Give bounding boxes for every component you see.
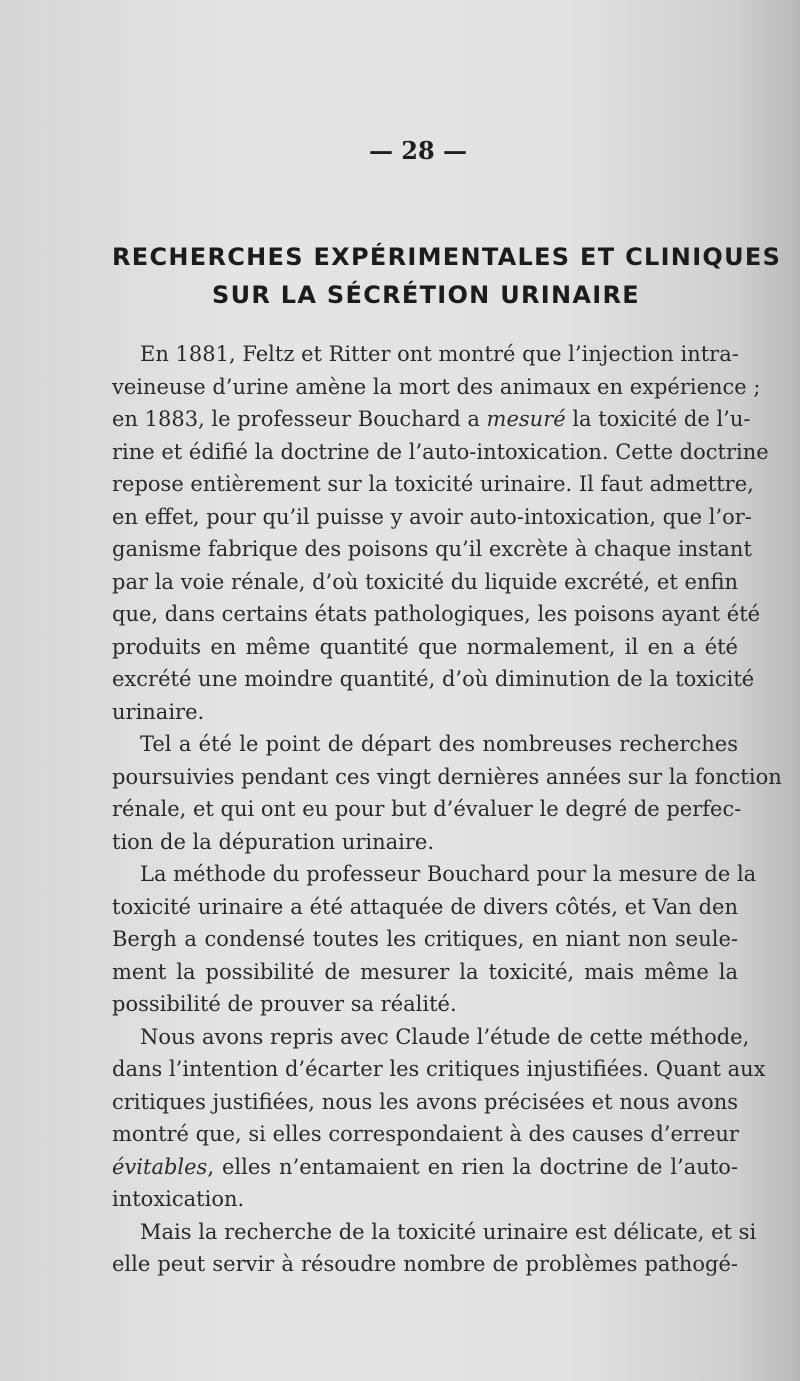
text-segment: en 1883, le professeur Bouchard a	[112, 407, 487, 431]
text-line: possibilité de prouver sa réalité.	[112, 992, 457, 1016]
text-line: dans l’intention d’écarter les critiques injustifiées. Quant aux	[112, 1057, 766, 1081]
text-line: elle peut servir à résoudre nombre de problèmes pathogé-	[112, 1252, 738, 1276]
text-line: Tel a été le point de départ des nombreuses recherches	[140, 732, 738, 756]
text-line: veineuse d’urine amène la mort des animaux en expérience ;	[112, 374, 761, 399]
text-line: repose entièrement sur la toxicité urinaire. Il faut admettre,	[112, 472, 754, 496]
text-line: ment la possibilité de mesurer la toxicité, mais même la	[112, 959, 738, 984]
paragraph-2	[112, 728, 782, 858]
text-line: Nous avons repris avec Claude l’étude de cette méthode,	[140, 1024, 750, 1049]
text-line: produits en même quantité que normalement, il en a été	[112, 634, 738, 659]
text-line: En 1881, Feltz et Ritter ont montré que l’injection intra-	[140, 342, 739, 366]
page-number: — 28 —	[368, 136, 468, 165]
emphasis-mesure: mesuré	[486, 407, 566, 431]
text-line: Mais la recherche de la toxicité urinaire est délicate, et si	[140, 1219, 757, 1244]
body-text	[112, 338, 782, 1281]
text-line: La méthode du professeur Bouchard pour la mesure de la	[140, 862, 757, 886]
text-line: rénale, et qui ont eu pour but d’évaluer le degré de perfec-	[112, 797, 742, 821]
text-segment: la toxicité de l’u-	[565, 407, 751, 431]
text-line: poursuivies pendant ces vingt dernières années sur la fonction	[112, 764, 782, 789]
emphasis-evitables: évitables	[112, 1154, 208, 1179]
text-line: urinaire.	[112, 699, 205, 724]
text-line: critiques justifiées, nous les avons précisées et nous avons	[112, 1089, 738, 1114]
text-line: en effet, pour qu’il puisse y avoir auto-intoxication, que l’or-	[112, 504, 752, 529]
chapter-title	[112, 238, 782, 314]
text-line: intoxication.	[112, 1187, 245, 1211]
text-line: ganisme fabrique des poisons qu’il excrète à chaque instant	[112, 537, 752, 561]
chapter-title-line-1: RECHERCHES EXPÉRIMENTALES ET CLINIQUES	[112, 243, 782, 271]
text-line-mixed	[112, 1151, 738, 1184]
paragraph-4	[112, 1021, 766, 1216]
text-line: tion de la dépuration urinaire.	[112, 829, 435, 854]
text-line: Bergh a condensé toutes les critiques, en niant non seule-	[112, 927, 738, 951]
text-segment: , elles n’entamaient en rien la doctrine de l’auto-	[207, 1154, 738, 1179]
paragraph-5	[112, 1216, 757, 1281]
paragraph-1	[112, 338, 769, 728]
text-line: par la voie rénale, d’où toxicité du liquide excrété, et enfin	[112, 569, 738, 594]
text-line: que, dans certains états pathologiques, les poisons ayant été	[112, 602, 761, 626]
text-line: rine et édifié la doctrine de l’auto-intoxication. Cette doctrine	[112, 439, 769, 464]
text-line: excrété une moindre quantité, d’où diminution de la toxicité	[112, 667, 755, 691]
text-line: montré que, si elles correspondaient à des causes d’erreur	[112, 1122, 739, 1146]
text-line: toxicité urinaire a été attaquée de divers côtés, et Van den	[112, 894, 738, 919]
chapter-title-line-2: SUR LA SÉCRÉTION URINAIRE	[211, 281, 640, 309]
paragraph-3	[112, 858, 757, 1021]
text-line-mixed	[112, 403, 751, 436]
